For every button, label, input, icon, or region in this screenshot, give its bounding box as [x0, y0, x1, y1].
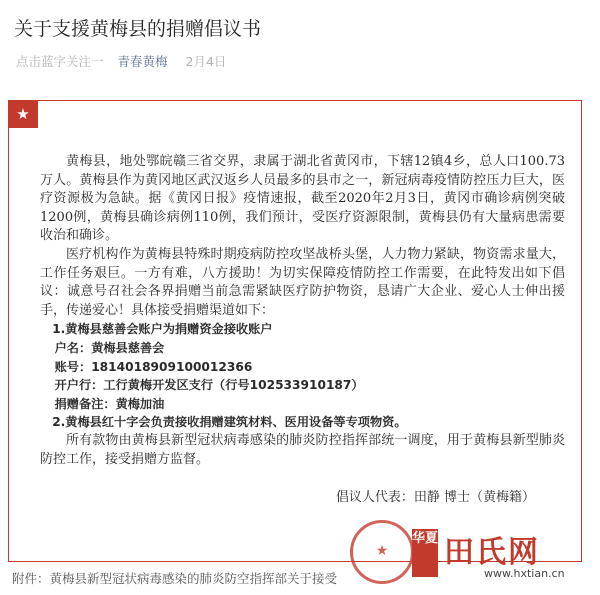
letter-body — [40, 153, 565, 508]
account-name-label: 户名： — [54, 340, 92, 355]
attachment-note[interactable]: 附件：黄梅县新型冠状病毒感染的肺炎防空指挥部关于接受 — [12, 571, 338, 586]
article-title: 关于支援黄梅县的捐赠倡议书 — [14, 18, 262, 40]
channel-item-2: 2.黄梅县红十字会负责接收捐赠建筑材料、医用设备等专项物资。 — [52, 415, 407, 430]
account-number-row — [40, 358, 565, 377]
account-number-label: 账号： — [54, 359, 92, 374]
account-number-value: 1814018909100012366 — [91, 359, 253, 374]
bank-label: 开户行： — [54, 378, 104, 393]
bank-value: 工行黄梅开发区支行（行号102533910187） — [103, 378, 364, 393]
channel-item-1: 1.黄梅县慈善会账户为捐赠资金接收账户 — [52, 322, 273, 337]
paragraph-appeal: 医疗机构作为黄梅县特殊时期疫病防控攻坚战桥头堡，人力物力紧缺，物资需求量大，工作任务艰巨。一方有难，八方援助！为切实保障疫情防控工作需要，在此特发出如下倡议：诚意号召社会各界捐赠当前急需紧缺医疗防护物资，恳请广大企业、爱心人士伸出援手，传递爱心！具体接受捐赠渠道如下： — [40, 246, 565, 318]
article-meta — [16, 52, 226, 70]
bank-row — [40, 376, 565, 395]
publish-date: 2月4日 — [185, 54, 227, 69]
watermark-badge: 华夏 — [412, 529, 438, 577]
remark-label: 捐赠备注： — [54, 396, 116, 411]
remark-value: 黄梅加油 — [115, 396, 165, 411]
follow-prompt[interactable]: 点击蓝字关注一 — [16, 54, 104, 69]
account-link[interactable]: 青春黄梅 — [117, 54, 168, 69]
account-name-value: 黄梅县慈善会 — [91, 340, 165, 355]
watermark-url: www.hxtian.cn — [484, 567, 565, 580]
paragraph-supervision: 所有款物由黄梅县新型冠状病毒感染的肺炎防控指挥部统一调度，用于黄梅县新型肺炎防控工作，接受捐赠方监督。 — [40, 432, 565, 467]
remark-row — [40, 395, 565, 414]
signature: 倡议人代表：田静 博士（黄梅籍） — [335, 490, 535, 506]
star-badge-icon: ★ — [8, 100, 38, 128]
paragraph-intro: 黄梅县，地处鄂皖赣三省交界，隶属于湖北省黄冈市，下辖12镇4乡，总人口100.73万人。黄梅县作为黄冈地区武汉返乡人员最多的县市之一，新冠病毒疫情防控压力巨大，医疗资源极为急缺。据《黄冈日报》疫情速报，截至2020年2月3日，黄冈市确诊病例突破1200例，黄梅县确诊病例110例，我们预计，受医疗资源限制，黄梅县仍有大量病患需要收治和确诊。 — [40, 154, 565, 244]
site-watermark-logo — [410, 527, 588, 583]
watermark-site-name: 田氏网 — [444, 535, 540, 570]
account-name-row — [40, 339, 565, 358]
